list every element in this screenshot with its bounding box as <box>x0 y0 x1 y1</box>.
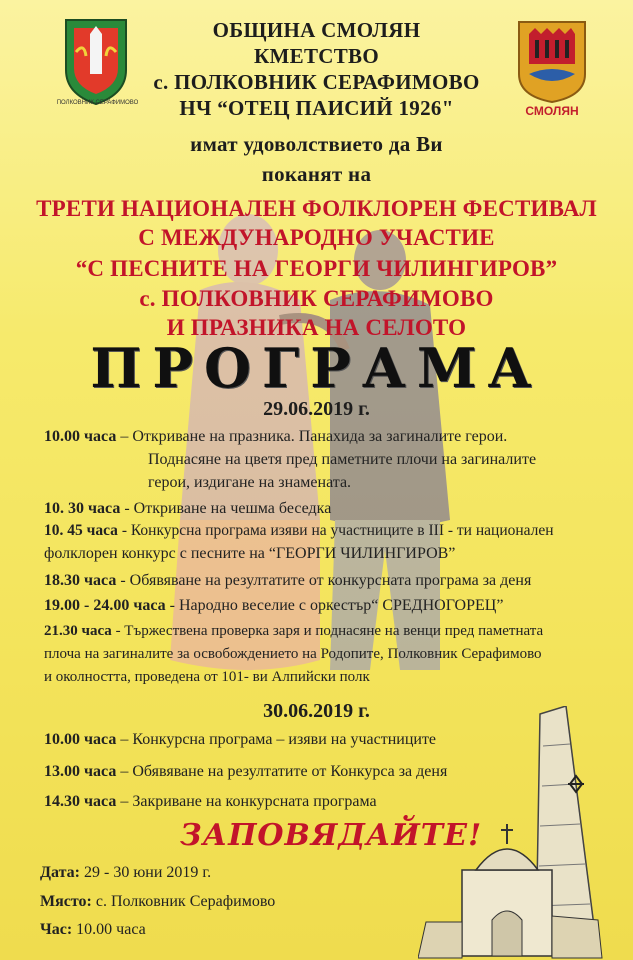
program-item-cont: Поднасяне на цветя пред паметните плочи на загиналите <box>148 451 537 468</box>
program-item-cont: и околността, проведена от 101- ви Алпийски полк <box>44 669 370 685</box>
program-item: 19.00 - 24.00 часа - Народно веселие с оркестър“ СРЕДНОГОРЕЦ” <box>44 597 504 614</box>
info-date: Дата: 29 - 30 юни 2019 г. <box>40 864 212 881</box>
day1-date: 29.06.2019 г. <box>263 398 370 420</box>
info-place: Място: с. Полковник Серафимово <box>40 893 276 910</box>
info-time: Час: 10.00 часа <box>40 921 146 938</box>
header-line-3: с. ПОЛКОВНИК СЕРАФИМОВО <box>153 70 480 94</box>
program-item: 21.30 часа - Тържествена проверка заря и поднасяне на венци пред паметната <box>44 623 544 639</box>
program-item: 10. 30 часа - Откриване на чешма беседка <box>44 500 332 517</box>
festival-line-2: С МЕЖДУНАРОДНО УЧАСТИЕ <box>138 225 495 250</box>
header-line-6: поканят на <box>261 162 372 186</box>
welcome-text: ЗАПОВЯДАЙТЕ! <box>180 818 483 853</box>
program-item: 13.00 часа – Обявяване на резултатите от Конкурса за деня <box>44 763 448 780</box>
program-title: ПРОГРАМА <box>90 336 543 400</box>
program-item: 18.30 часа - Обявяване на резултатите от конкурсната програма за деня <box>44 572 532 589</box>
program-item-cont: плоча на загиналите за освобождението на Родопите, Полковник Серафимово <box>44 646 542 662</box>
program-item-cont: фолклорен конкурс с песните на “ГЕОРГИ ЧИЛИНГИРОВ” <box>44 545 456 562</box>
program-item: 14.30 часа – Закриване на конкурсната програма <box>44 793 377 810</box>
day2-date: 30.06.2019 г. <box>263 700 370 722</box>
header-line-2: КМЕТСТВО <box>254 44 379 68</box>
village-emblem-ring-text: ПОЛКОВНИК СЕРАФИМОВО <box>56 100 139 106</box>
festival-line-3: “С ПЕСНИТЕ НА ГЕОРГИ ЧИЛИНГИРОВ” <box>75 256 558 281</box>
program-item: 10. 45 часа - Конкурсна програма изяви на участниците в III - ти национален <box>44 522 554 539</box>
festival-line-4: с. ПОЛКОВНИК СЕРАФИМОВО <box>139 286 494 311</box>
festival-line-1: ТРЕТИ НАЦИОНАЛЕН ФОЛКЛОРЕН ФЕСТИВАЛ <box>36 196 597 221</box>
smolyan-caption: СМОЛЯН <box>525 104 579 118</box>
header-line-5: имат удоволствието да Ви <box>190 132 443 156</box>
program-item: 10.00 часа – Конкурсна програма – изяви на участниците <box>44 731 437 748</box>
monument-chapel-illustration <box>418 706 628 960</box>
header-line-4: НЧ “ОТЕЦ ПАИСИЙ 1926" <box>179 96 454 120</box>
program-item-cont: герои, издигане на знамената. <box>148 474 352 491</box>
header-line-1: ОБЩИНА СМОЛЯН <box>212 18 421 42</box>
festival-line-5: И ПРАЗНИКА НА СЕЛОТО <box>166 315 467 340</box>
program-item: 10.00 часа – Откриване на празника. Панахида за загиналите герои. <box>44 428 508 445</box>
